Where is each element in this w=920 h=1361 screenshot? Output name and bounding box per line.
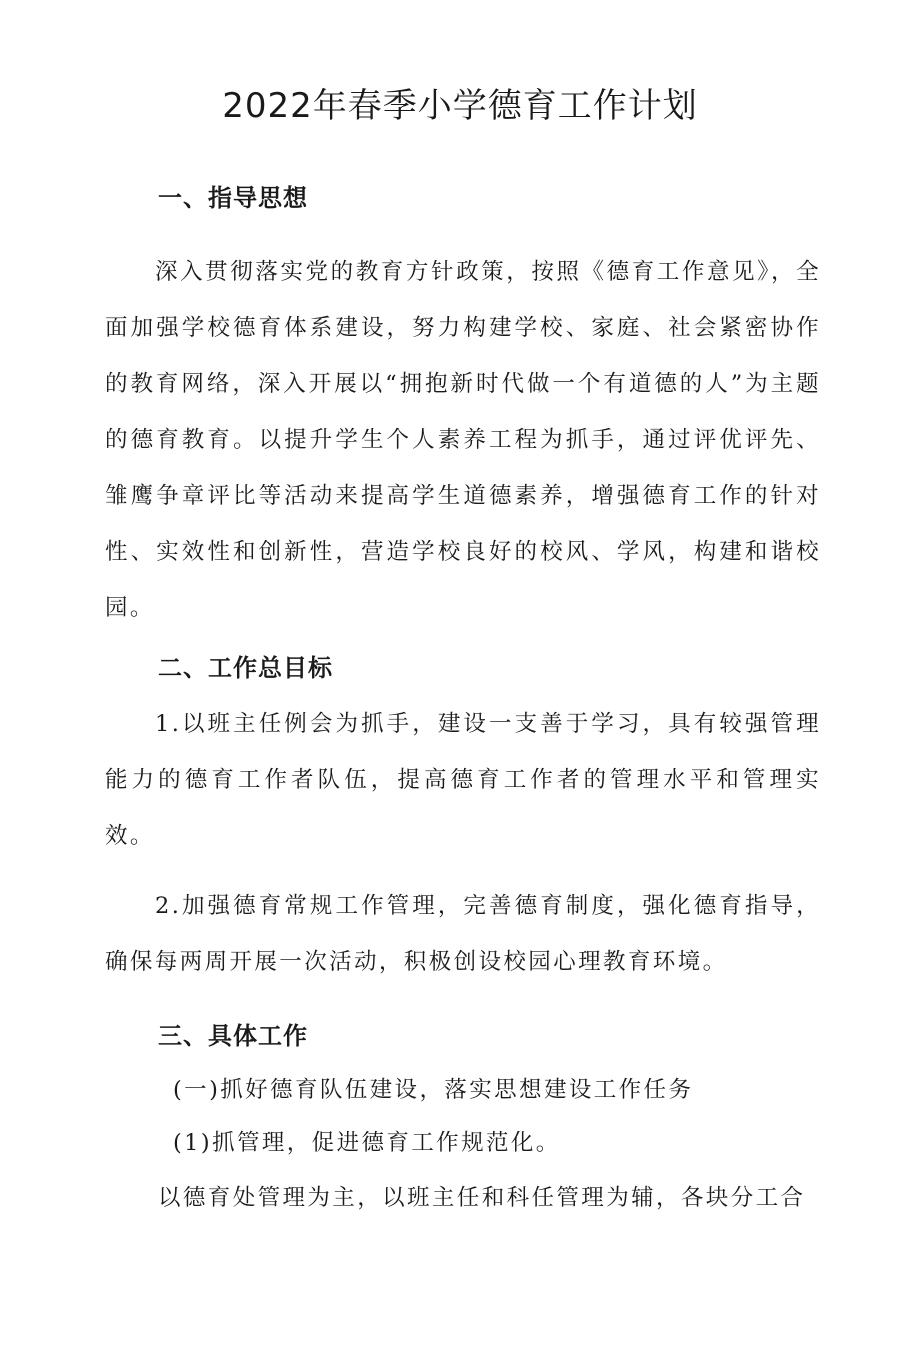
document-title: 2022年春季小学德育工作计划 — [222, 86, 698, 126]
section-heading-specific-work: 三、具体工作 — [158, 1022, 308, 1050]
goal-item-2: 2.加强德育常规工作管理，完善德育制度，强化德育指导，确保每两周开展一次活动，积极创设校园心理教育环境。 — [105, 893, 821, 975]
goal-item-1: 1.以班主任例会为抓手，建设一支善于学习，具有较强管理能力的德育工作者队伍，提高德育工作者的管理水平和管理实效。 — [105, 711, 821, 849]
section-heading-guiding-ideology: 一、指导思想 — [158, 184, 308, 212]
subheading-management: (1)抓管理，促进德育工作规范化。 — [173, 1130, 561, 1156]
section-heading-overall-goals: 二、工作总目标 — [158, 654, 333, 682]
subheading-team-building: (一)抓好德育队伍建设，落实思想建设工作任务 — [173, 1077, 694, 1103]
paragraph-management-text: 以德育处管理为主，以班主任和科任管理为辅，各块分工合 — [158, 1185, 806, 1211]
paragraph-guiding-ideology: 深入贯彻落实党的教育方针政策，按照《德育工作意见》，全面加强学校德育体系建设，努力构建学校、家庭、社会紧密协作的教育网络，深入开展以“拥抱新时代做一个有道德的人”为主题的德育教育。以提升学生个人素养工程为抓手，通过评优评先、雏鹰争章评比等活动来提高学生道德素养，增强德育工作的针对性、实效性和创新性，营造学校良好的校风、学风，构建和谐校园。 — [105, 259, 821, 621]
